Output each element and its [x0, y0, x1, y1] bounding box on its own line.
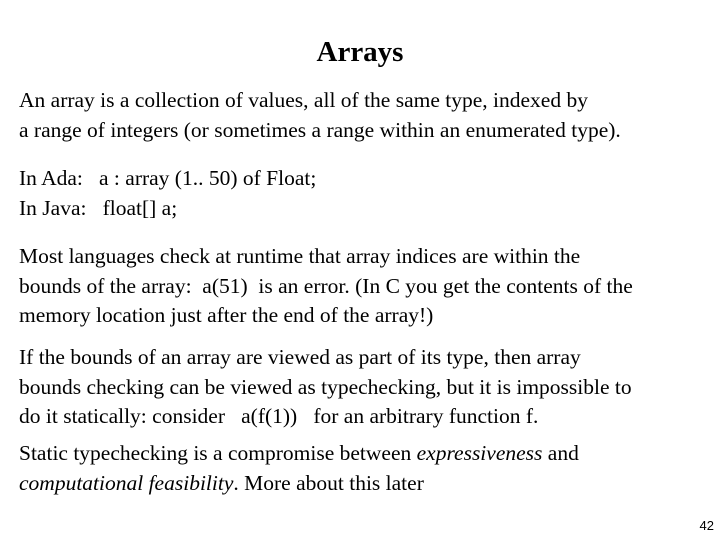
paragraph-runtime-checks [19, 242, 714, 331]
text-line: memory location just after the end of the array!) [19, 303, 434, 327]
text-line [19, 439, 714, 469]
paragraph-bounds-typechecking [19, 343, 714, 432]
text-line [19, 469, 714, 499]
emphasis-computational-feasibility: computational feasibility [19, 470, 234, 495]
text-line: bounds of the array: a(51) is an error. (In C you get the contents of the [19, 273, 633, 298]
page-number: 42 [699, 518, 714, 533]
text-line: do it statically: consider a(f(1)) for an arbitrary function f. [19, 404, 539, 428]
text-line-java: In Java: float[] a; [19, 195, 178, 220]
text-line: a range of integers (or sometimes a range within an enumerated type). [19, 117, 621, 142]
text-line-ada: In Ada: a : array (1.. 50) of Float; [19, 166, 317, 190]
text-fragment: Static typechecking is a compromise between [19, 441, 417, 465]
paragraph-static-typechecking [19, 439, 714, 498]
text-line: If the bounds of an array are viewed as part of its type, then array [19, 345, 581, 369]
paragraph-array-definition [19, 86, 714, 145]
text-fragment: and [542, 441, 579, 465]
paragraph-language-examples [19, 164, 714, 223]
slide-title: Arrays [316, 36, 404, 68]
emphasis-expressiveness: expressiveness [416, 441, 543, 465]
text-fragment: . More about this later [233, 470, 424, 495]
text-line: bounds checking can be viewed as typechecking, but it is impossible to [19, 374, 632, 399]
text-line: Most languages check at runtime that array indices are within the [19, 244, 581, 268]
text-line: An array is a collection of values, all of the same type, indexed by [19, 88, 588, 112]
